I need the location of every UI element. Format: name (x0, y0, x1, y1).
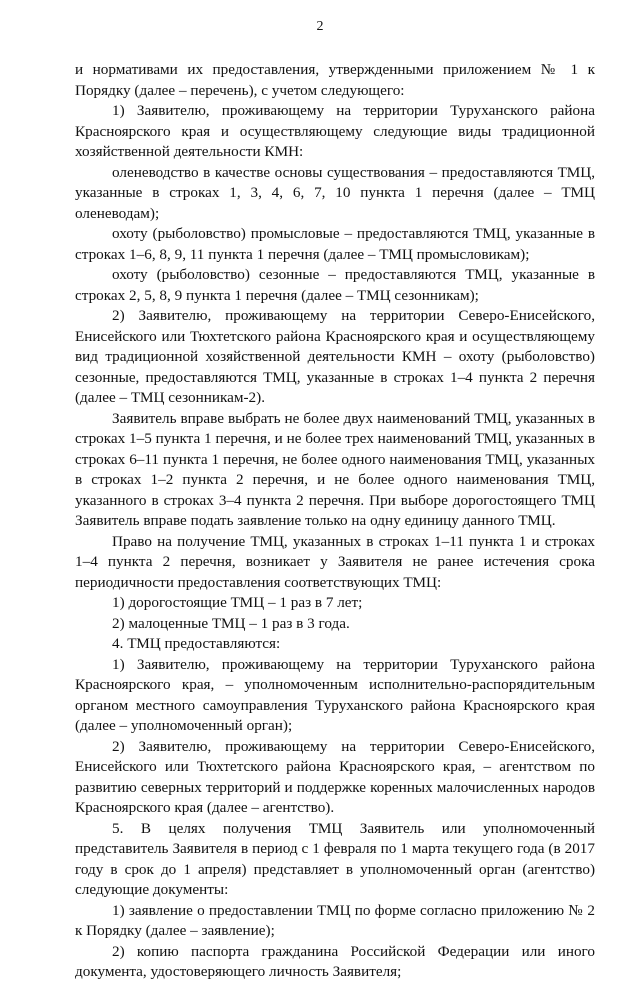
paragraph-selection-limits: Заявитель вправе выбрать не более двух наименований ТМЦ, указанных в строках 1–5 пункта 1 перечня, и не более трех наименований ТМЦ, указанных в строках 6–11 пункта 1 перечня, не более одного наименования ТМЦ, указанных в строках 1–2 пункта 2 перечня, и не более одного наименования ТМЦ, указанного в строках 3–4 пункта 2 перечня. При выборе дорогостоящего ТМЦ Заявитель вправе подать заявление только на одну единицу данного ТМЦ. (75, 409, 595, 529)
paragraph-commercial-hunting: охоту (рыболовство) промысловые – предоставляются ТМЦ, указанные в строках 1–6, 8, 9, 11 пункта 1 перечня (далее – ТМЦ промысловикам); (75, 225, 595, 263)
paragraph-expensive-items: 1) дорогостоящие ТМЦ – 1 раз в 7 лет; (112, 594, 363, 611)
paragraph-reindeer-herding: оленеводство в качестве основы существования – предоставляются ТМЦ, указанные в строках 1, 3, 4, 6, 7, 10 пункта 1 перечня (далее – ТМЦ оленеводам); (75, 163, 595, 222)
paragraph-section-5: 5. В целях получения ТМЦ Заявитель или уполномоченный представитель Заявителя в период с 1 февраля по 1 марта текущего года (в 2017 году в срок до 1 апреля) представляет в уполномоченный орган (агентство) следующие документы: (75, 819, 595, 898)
paragraph-item-1-turukhansk: 1) Заявителю, проживающему на территории Туруханского района Красноярского края и осуществляющему следующие виды традиционной хозяйственной деятельности КМН: (75, 102, 595, 160)
paragraph-item-2-north-yeniseysk: 2) Заявителю, проживающему на территории Северо-Енисейского, Енисейского или Тюхтетского района Красноярского края и осуществляющему вид традиционной хозяйственной деятельности КМН – охоту (рыболовство) сезонные, предоставляются ТМЦ, указанные в строках 1–4 пункта 2 перечня (далее – ТМЦ сезонникам-2). (75, 307, 595, 406)
paragraph-seasonal-hunting: охоту (рыболовство) сезонные – предоставляются ТМЦ, указанные в строках 2, 5, 8, 9 пункта 1 перечня (далее – ТМЦ сезонникам); (75, 266, 595, 304)
paragraph-section-4: 4. ТМЦ предоставляются: (112, 635, 281, 652)
paragraph-section-4-item-1: 1) Заявителю, проживающему на территории Туруханского района Красноярского края, – уполномоченным исполнительно-распорядительным органом местного самоуправления Туруханского района Красноярского края (далее – уполномоченный орган); (75, 655, 595, 734)
page-number: 2 (316, 19, 324, 34)
paragraph-low-value-items: 2) малоценные ТМЦ – 1 раз в 3 года. (112, 614, 350, 632)
document-body (75, 60, 595, 983)
paragraph-section-5-item-1: 1) заявление о предоставлении ТМЦ по форме согласно приложению № 2 к Порядку (далее – заявление); (75, 901, 595, 939)
paragraph-section-5-item-2: 2) копию паспорта гражданина Российской Федерации или иного документа, удостоверяющего личность Заявителя; (75, 942, 595, 980)
paragraph-section-4-item-2: 2) Заявителю, проживающему на территории Северо-Енисейского, Енисейского или Тюхтетского района Красноярского края, – агентством по развитию северных территорий и поддержке коренных малочисленных народов Красноярского края (далее – агентство). (75, 737, 595, 816)
paragraph-intro: и нормативами их предоставления, утвержденными приложением № 1 к Порядку (далее – перечень), с учетом следующего: (75, 61, 595, 99)
paragraph-right-to-receive: Право на получение ТМЦ, указанных в строках 1–11 пункта 1 и строках 1–4 пункта 2 перечня, возникает у Заявителя не ранее истечения срока периодичности предоставления соответствующих ТМЦ: (75, 532, 595, 591)
